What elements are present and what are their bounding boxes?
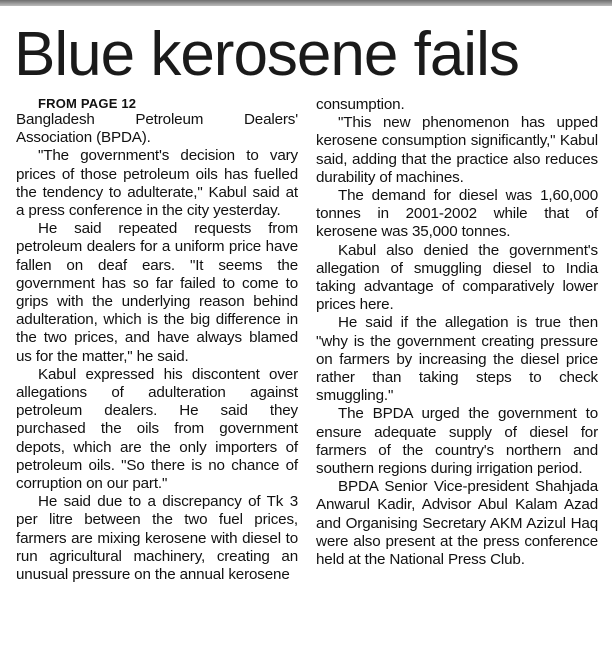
headline: Blue kerosene fails — [14, 20, 519, 89]
column-right — [316, 96, 598, 584]
kicker: FROM PAGE 12 — [38, 96, 137, 111]
paragraph: He said if the allegation is true then "why is the government creating pressure on farmers by increasing the diesel price rather than taking steps to check smuggling." — [316, 314, 598, 405]
paragraph: consumption. — [316, 96, 405, 113]
paragraph: The demand for diesel was 1,60,000 tonnes in 2001-2002 while that of kerosene was 35,000 tonnes. — [316, 187, 598, 241]
article-body — [16, 96, 598, 584]
paragraph: Kabul also denied the government's allegation of smuggling diesel to India taking advantage of comparatively lower prices here. — [316, 241, 598, 314]
paragraph: "The government's decision to vary prices of those petroleum oils has fuelled the tendency to adulterate," Kabul said at a press conference in the city yesterday. — [16, 147, 298, 220]
paragraph: He said due to a discrepancy of Tk 3 per litre between the two fuel prices, farmers are mixing kerosene with diesel to run agricultural machinery, creating an unusual pressure on the annual kerosene — [16, 493, 298, 584]
column-left — [16, 96, 298, 584]
paragraph: He said repeated requests from petroleum dealers for a uniform price have fallen on deaf ears. "It seems the government has so far failed to come to grips with the underlying reason behind adulteration, which is the big difference in the two prices, and have always blamed us for the matter," he said. — [16, 220, 298, 365]
paragraph: "This new phenomenon has upped kerosene consumption significantly," Kabul said, adding that the practice also reduces durability of machines. — [316, 114, 598, 186]
paragraph: BPDA Senior Vice-president Shahjada Anwarul Kadir, Advisor Abul Kalam Azad and Organising Secretary AKM Azizul Haq were also present at the press conference held at the National Press Club. — [316, 478, 598, 569]
paragraph: Kabul expressed his discontent over allegations of adulteration against petroleum dealers. He said they purchased the oils from government depots, which are the only importers of petroleum oils. "So there is no chance of corruption on our part." — [16, 365, 298, 493]
paragraph: Bangladesh Petroleum Dealers' Association (BPDA). — [16, 111, 298, 147]
top-rule — [0, 0, 612, 6]
paragraph: The BPDA urged the government to ensure adequate supply of diesel for farmers of the country's northern and southern regions during irrigation period. — [316, 405, 598, 478]
